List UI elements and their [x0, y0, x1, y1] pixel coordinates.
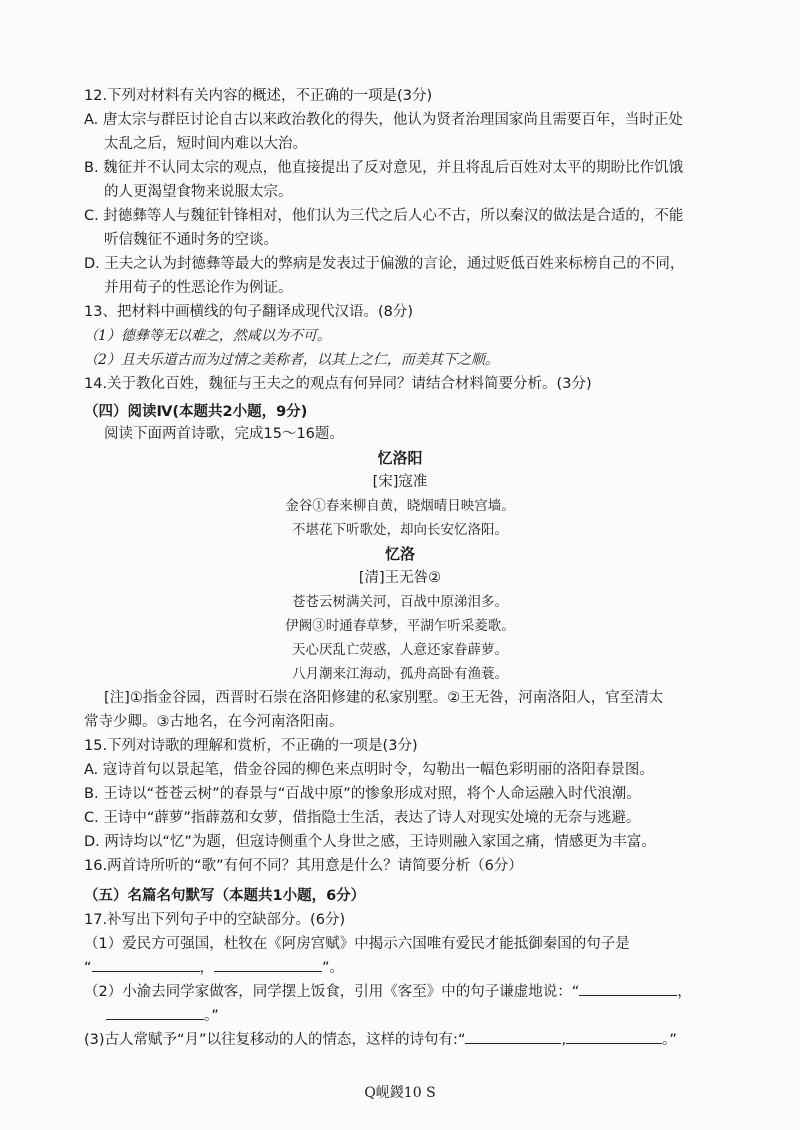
- q12-option-d-cont: 并用荀子的性恶论作为例证。: [104, 280, 293, 296]
- q17-item-2: [84, 980, 724, 1004]
- poem-notes: [注]①指金谷园，西晋时石崇在洛阳修建的私家别墅。②王无咎，河南洛阳人，官至清太: [104, 690, 664, 706]
- page-footer: Q岘鍐10 S: [364, 1085, 436, 1101]
- q17-item-3: [84, 1028, 724, 1052]
- comma: ,: [561, 1032, 567, 1048]
- q17-item-2-text: （2）小渝去同学家做客，同学摆上饭食，引用《客至》中的句子谦虚地说：“: [84, 984, 580, 1000]
- q13-sentence-2: （2）且夫乐道古而为过情之美称者，以其上之仁，而美其下之顺。: [84, 352, 499, 368]
- answer-blank-2[interactable]: [214, 956, 322, 972]
- q13-sentence-1: （1）德彝等无以难之，然咸以为不可。: [84, 328, 331, 344]
- close-quote: ”。: [322, 960, 345, 976]
- q12-option-c-cont: 听信魏征不通时务的空谈。: [104, 232, 278, 248]
- q15-option-b: B. 王诗以“苍苍云树”的春景与“百战中原”的惨象形成对照，将个人命运融入时代浪潮。: [84, 786, 641, 802]
- q17-item-1: （1）爱民方可强国，杜牧在《阿房宫赋》中揭示六国唯有爱民才能抵御秦国的句子是: [84, 936, 630, 952]
- answer-blank-3[interactable]: [579, 980, 677, 996]
- q15-option-d: D. 两诗均以“忆”为题，但寇诗侧重个人身世之感，王诗则融入家国之痛，情感更为丰富。: [84, 834, 656, 850]
- poem2-line-2: 伊阙③时通春草梦，平湖乍听采菱歌。: [285, 618, 515, 634]
- close-quote: 。”: [204, 1008, 219, 1024]
- answer-blank-6[interactable]: [566, 1028, 662, 1044]
- q13-stem: 13、把材料中画横线的句子翻译成现代汉语。(8分): [84, 304, 413, 320]
- poem1-title: 忆洛阳: [377, 449, 423, 467]
- poem2-line-3: 天心厌乱亡荧惑，人意还家眷薜萝。: [292, 642, 508, 658]
- section5-heading: （五）名篇名句默写（本题共1小题，6分）: [84, 888, 366, 904]
- comma: ，: [677, 984, 692, 1000]
- answer-blank-1[interactable]: [92, 956, 200, 972]
- section4-instruction: 阅读下面两首诗歌，完成15～16题。: [104, 426, 344, 442]
- q12-stem: 12.下列对材料有关内容的概述，不正确的一项是(3分): [84, 88, 433, 104]
- poem2-line-1: 苍苍云树满关河，百战中原涕泪多。: [292, 594, 508, 610]
- q12-option-b-cont: 的人更渴望食物来说服太宗。: [104, 184, 293, 200]
- open-quote: “: [84, 960, 92, 976]
- answer-blank-4[interactable]: [106, 1004, 204, 1020]
- poem2-line-4: 八月潮来江海动，孤舟高卧有渔蓑。: [292, 666, 508, 682]
- q14-stem: 14.关于教化百姓，魏征与王夫之的观点有何异同？请结合材料简要分析。(3分): [84, 376, 592, 392]
- q12-option-d: D. 王夫之认为封德彝等最大的弊病是发表过于偏激的言论，通过贬低百姓来标榜自己的不同，: [84, 256, 685, 272]
- section4-heading: （四）阅读Ⅳ(本题共2小题，9分): [84, 404, 308, 420]
- q12-option-b: B. 魏征并不认同太宗的观点，他直接提出了反对意见，并且将乱后百姓对太平的期盼比作饥饿: [84, 160, 684, 176]
- q17-item-2-cont: [84, 1004, 724, 1028]
- close-quote: 。”: [662, 1032, 677, 1048]
- q15-option-a: A. 寇诗首句以景起笔，借金谷园的柳色来点明时令，勾勒出一幅色彩明丽的洛阳春景图。: [84, 762, 654, 778]
- poem-notes-cont: 常寺少卿。③古地名，在今河南洛阳南。: [84, 714, 344, 730]
- q12-option-c: C. 封德彝等人与魏征针锋相对，他们认为三代之后人心不古，所以秦汉的做法是合适的，不能: [84, 208, 684, 224]
- q12-option-a-cont: 太乱之后，短时间内难以大治。: [104, 136, 307, 152]
- q15-option-c: C. 王诗中“薜萝”指薜荔和女萝，借指隐士生活，表达了诗人对现实处境的无奈与逃避。: [84, 810, 641, 826]
- q15-stem: 15.下列对诗歌的理解和赏析，不正确的一项是(3分): [84, 738, 418, 754]
- poem2-author: [清]王无咎②: [358, 570, 442, 586]
- poem2-title: 忆洛: [384, 545, 415, 563]
- poem1-line-2: 不堪花下听歌处，却向长安忆洛阳。: [292, 522, 508, 538]
- answer-blank-5[interactable]: [465, 1028, 561, 1044]
- comma: ，: [199, 960, 215, 976]
- q17-stem: 17.补写出下列句子中的空缺部分。(6分): [84, 912, 346, 928]
- q17-item-3-text: (3)古人常赋予“月”以往复移动的人的情态，这样的诗句有:“: [84, 1032, 466, 1048]
- poem1-line-1: 金谷①春来柳自黄，晓烟晴日映宫墙。: [285, 498, 515, 514]
- q17-item-1-blanks: [84, 956, 724, 980]
- q16-stem: 16.两首诗所听的“歌”有何不同？其用意是什么？请简要分析（6分）: [84, 858, 523, 874]
- q12-option-a: A. 唐太宗与群臣讨论自古以来政治教化的得失，他认为贤者治理国家尚且需要百年，当时正处: [84, 112, 683, 128]
- poem1-author: [宋]寇准: [372, 474, 428, 490]
